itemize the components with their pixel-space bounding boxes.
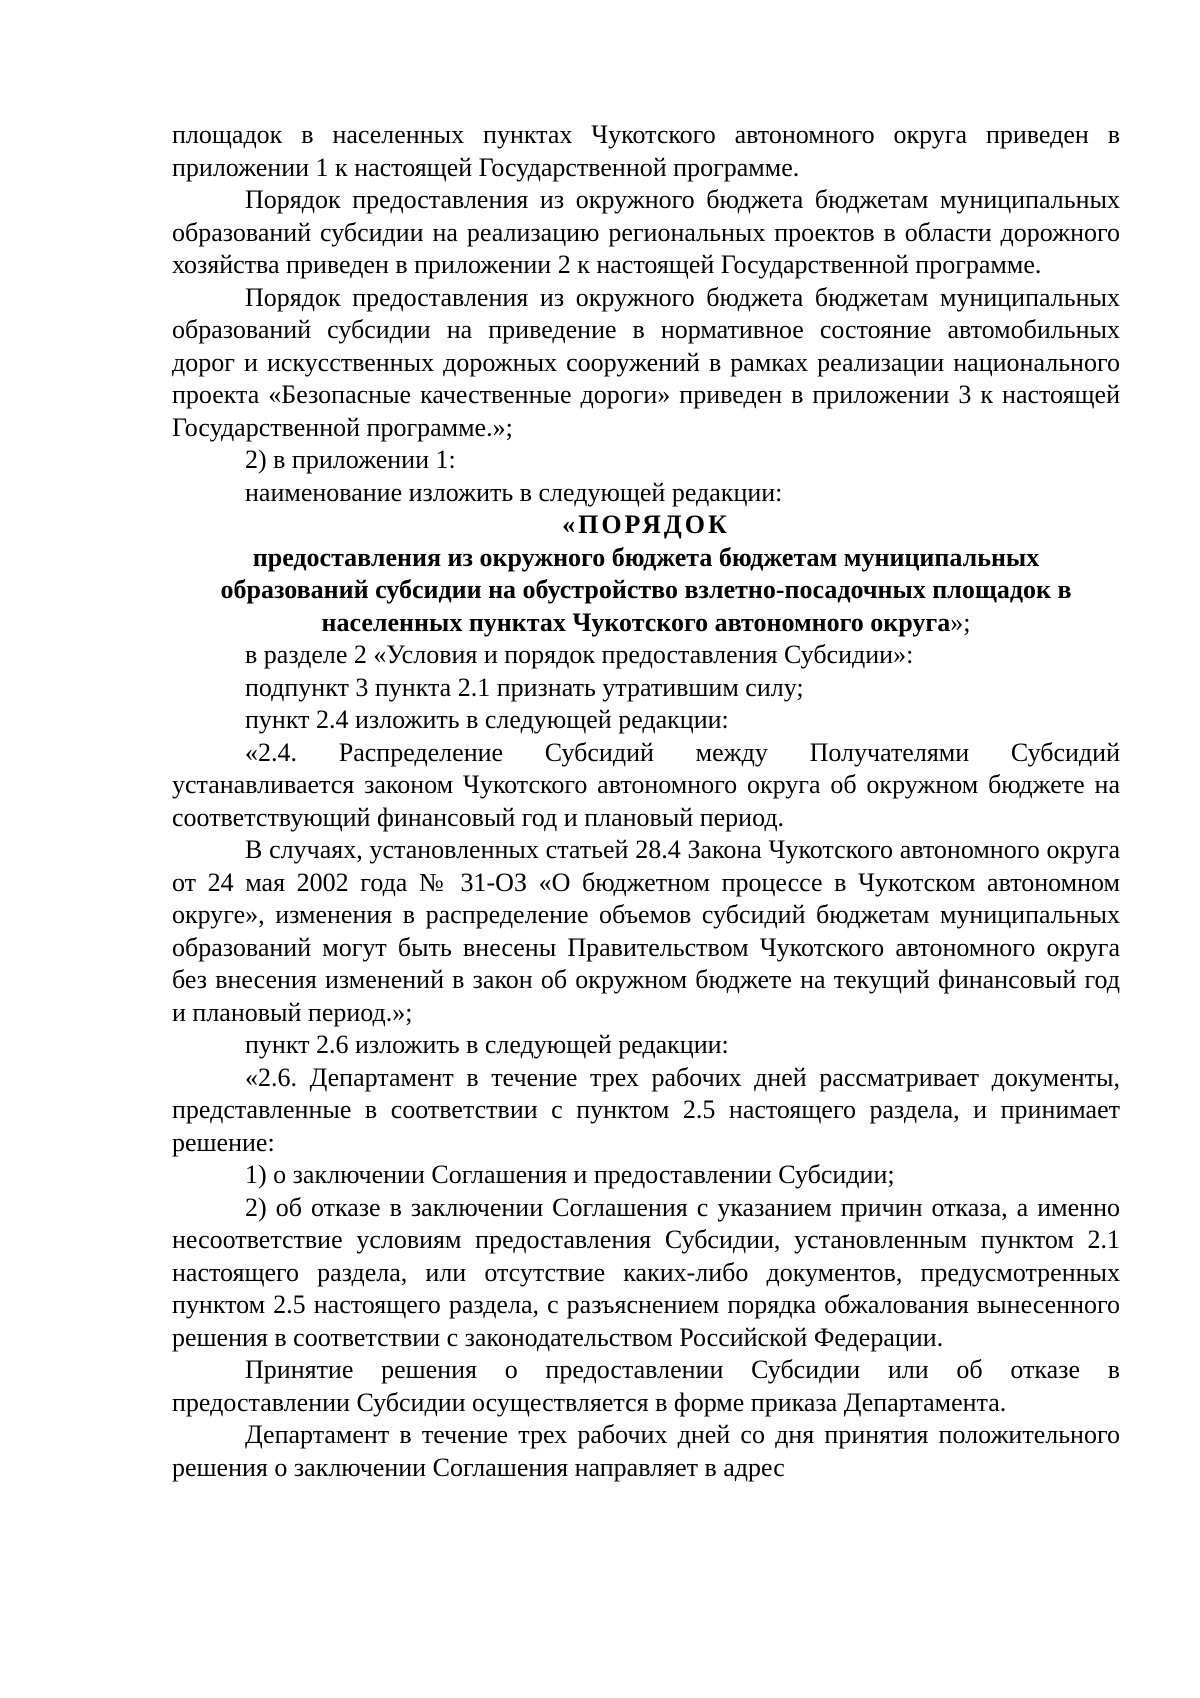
order-title-line-2: образований субсидии на обустройство взлетно-посадочных площадок в xyxy=(220,575,1072,604)
order-title-line-3-tail: »; xyxy=(950,607,971,637)
order-title-line-3 xyxy=(172,607,1120,640)
order-title-heading: «ПОРЯДОК xyxy=(562,510,730,539)
paragraph-title-instruction: наименование изложить в следующей редакции: xyxy=(245,477,783,507)
paragraph-decision-2: 2) об отказе в заключении Соглашения с указанием причин отказа, а именно несоответствие условиям предоставления Субсидии, установленным пунктом 2.1 настоящего раздела, или отсутствие каких-либо документов, предусмотренных пунктом 2.5 настоящего раздела, с разъяснением порядка обжалования вынесенного решения в соответствии с законодательством Российской Федерации. xyxy=(172,1192,1120,1352)
paragraph-appendix-1-item: 2) в приложении 1: xyxy=(245,445,456,474)
paragraph-order-appendix-2: Порядок предоставления из окружного бюджета бюджетам муниципальных образований субсидии на реализацию региональных проектов в области дорожного хозяйства приведен в приложении 2 к настоящей Государственной программе. xyxy=(172,185,1120,279)
paragraph-decision-1: 1) о заключении Соглашения и предоставлении Субсидии; xyxy=(245,1160,895,1189)
paragraph-section-2: в разделе 2 «Условия и порядок предоставления Субсидии»: xyxy=(245,640,914,669)
paragraph-cases-article-28-4: В случаях, установленных статьей 28.4 Закона Чукотского автономного округа от 24 мая 2002 года № 31-ОЗ «О бюджетном процессе в Чукотском автономном округе», изменения в распределение объемов субсидий бюджетам муниципальных образований могут быть внесены Правительством Чукотского автономного округа без внесения изменений в закон об окружном бюджете на текущий финансовый год и плановый период.»; xyxy=(172,835,1120,1027)
paragraph-decision-form: Принятие решения о предоставлении Субсидии или об отказе в предоставлении Субсидии осуществляется в форме приказа Департамента. xyxy=(172,1355,1120,1417)
order-title-line-1: предоставления из окружного бюджета бюджетам муниципальных xyxy=(252,542,1040,572)
paragraph-item-2-4: «2.4. Распределение Субсидий между Получателями Субсидий устанавливается законом Чукотского автономного округа об окружном бюджете на соответствующий финансовый год и плановый период. xyxy=(172,737,1120,832)
paragraph-subitem-3-repeal: подпункт 3 пункта 2.1 признать утратившим силу; xyxy=(245,672,804,702)
order-title-block xyxy=(172,509,1120,639)
paragraph-department-sends: Департамент в течение трех рабочих дней со дня принятия положительного решения о заключении Соглашения направляет в адрес xyxy=(172,1420,1120,1482)
paragraph-continuation: площадок в населенных пунктах Чукотского автономного округа приведен в приложении 1 к настоящей Государственной программе. xyxy=(172,120,1120,182)
paragraph-item-2-6-instruction: пункт 2.6 изложить в следующей редакции: xyxy=(245,1030,729,1059)
order-title-line-3-text: населенных пунктах Чукотского автономного округа xyxy=(321,607,951,637)
paragraph-order-appendix-3: Порядок предоставления из окружного бюджета бюджетам муниципальных образований субсидии на приведение в нормативное состояние автомобильных дорог и искусственных дорожных сооружений в рамках реализации национального проекта «Безопасные качественные дороги» приведен в приложении 3 к настоящей Государственной программе.»; xyxy=(172,282,1120,442)
paragraph-item-2-4-instruction: пункт 2.4 изложить в следующей редакции: xyxy=(245,705,729,734)
document-body xyxy=(172,119,1120,1484)
paragraph-item-2-6: «2.6. Департамент в течение трех рабочих дней рассматривает документы, представленные в соответствии с пунктом 2.5 настоящего раздела, и принимает решение: xyxy=(172,1062,1120,1157)
